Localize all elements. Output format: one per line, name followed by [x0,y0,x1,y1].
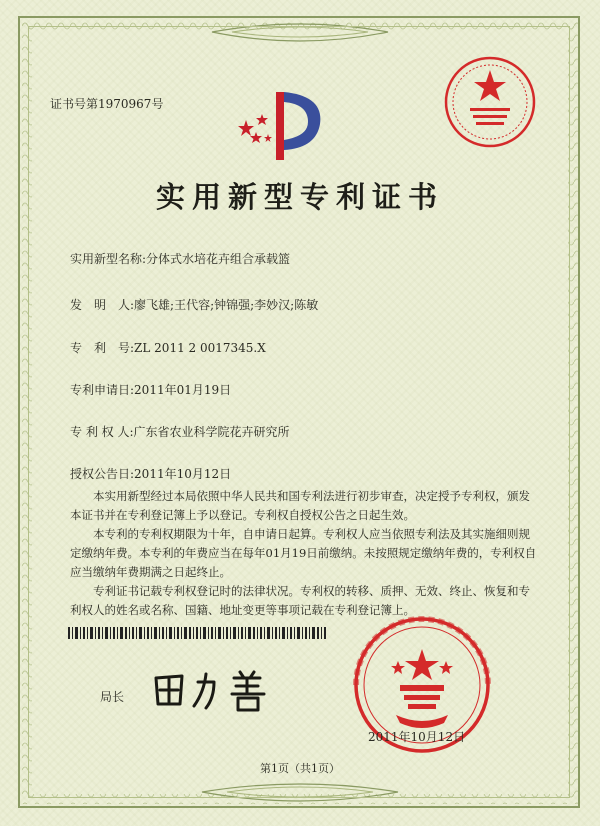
director-signature-icon [148,668,278,714]
inventors-label: 发 明 人: [70,298,135,312]
grant-date-label: 授权公告日: [70,467,135,481]
filing-date-label: 专利申请日: [70,383,135,397]
patentee-label: 专 利 权 人: [70,425,134,439]
certificate-title: 实用新型专利证书 [155,180,444,214]
paragraph-register: 专利证书记载专利权登记时的法律状况。专利权的转移、质押、无效、终止、恢复和专利权人的姓名或名称、国籍、地址变更等事项记载在专利登记簿上。 [70,584,530,617]
patent-number-value: ZL 2011 2 0017345.X [134,341,266,355]
utility-model-name-row [70,250,290,267]
inventors-value: 廖飞雄;王代容;钟锦强;李妙汉;陈敏 [134,298,319,312]
grant-date-row [70,465,231,482]
grant-date-value: 2011年10月12日 [134,467,232,481]
director-label: 局长 [100,690,125,704]
agency-seal-icon [440,52,540,152]
sipo-logo-icon [232,86,332,166]
barcode-icon [68,627,326,639]
page-indicator: 第1页（共1页） [260,762,340,775]
paragraph-term: 本专利的专利权期限为十年，自申请日起算。专利权人应当依照专利法及其实施细则规定缴纳年费。本专利的年费应当在每年01月19日前缴纳。未按照规定缴纳年费的，专利权自应当缴纳年费期满之日起终止。 [70,527,537,579]
certificate-number: 证书号第1970967号 [50,97,164,111]
utility-model-name-value: 分体式水培花卉组合承载篮 [146,252,291,266]
patent-number-label: 专 利 号: [70,341,135,355]
paragraph-grant: 本实用新型经过本局依照中华人民共和国专利法进行初步审查，决定授予专利权，颁发本证书并在专利登记簿上予以登记。专利权自授权公告之日起生效。 [70,489,530,522]
utility-model-name-label: 实用新型名称: [70,252,147,266]
inventors-row [70,296,318,313]
patentee-value: 广东省农业科学院花卉研究所 [133,425,290,439]
patentee-row [70,423,290,440]
filing-date-row [70,381,231,398]
seal-date: 2011年10月12日 [368,730,466,744]
filing-date-value: 2011年01月19日 [134,383,232,397]
patent-number-row [70,339,266,356]
